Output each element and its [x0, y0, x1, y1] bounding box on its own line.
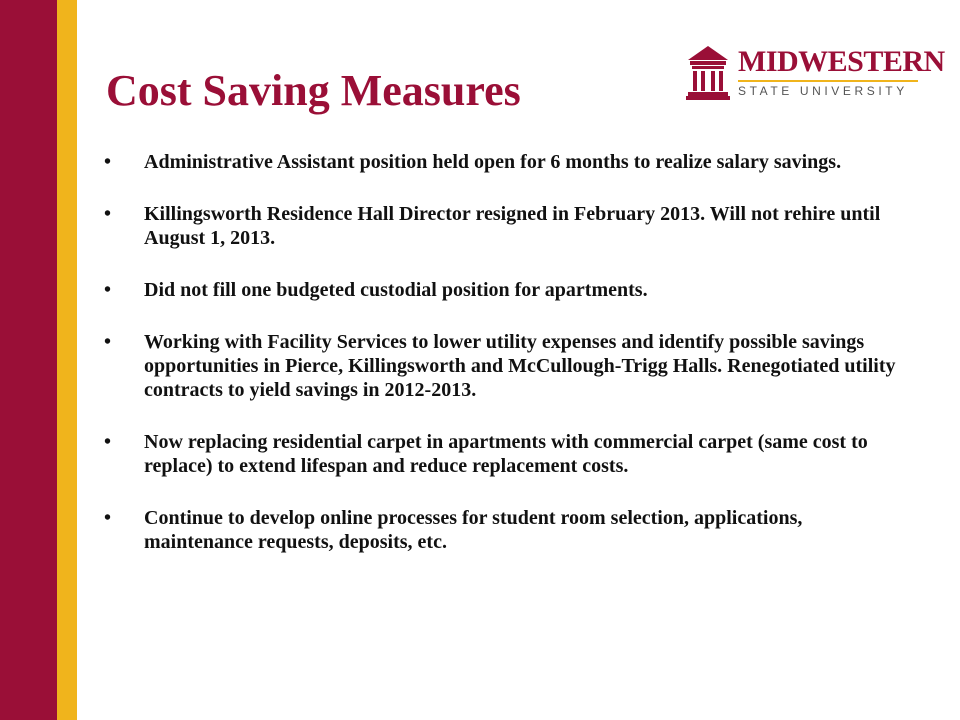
slide-title: Cost Saving Measures [106, 66, 521, 115]
bullet-item: • Killingsworth Residence Hall Director resigned in February 2013. Will not rehire until August 1, 2013. [104, 202, 904, 250]
logo-gold-rule [738, 80, 918, 82]
university-logo [684, 44, 945, 102]
building-columns-icon [684, 44, 732, 100]
logo-name: MIDWESTERN [738, 45, 945, 78]
bullet-item: • Now replacing residential carpet in apartments with commercial carpet (same cost to replace) to extend lifespan and reduce replacement costs. [104, 430, 904, 478]
bullet-item: • Administrative Assistant position held open for 6 months to realize salary savings. [104, 150, 904, 174]
gold-side-bar [57, 0, 77, 720]
bullet-item: • Working with Facility Services to lower utility expenses and identify possible savings opportunities in Pierce, Killingsworth and McCullough-Trigg Halls. Renegotiated utility contracts to yield savings in 2012-2013. [104, 330, 904, 402]
logo-subtitle: STATE UNIVERSITY [738, 84, 908, 98]
bullet-list [104, 150, 904, 582]
bullet-item: • Continue to develop online processes for student room selection, applications, maintenance requests, deposits, etc. [104, 506, 904, 554]
bullet-item: • Did not fill one budgeted custodial position for apartments. [104, 278, 904, 302]
maroon-side-bar [0, 0, 57, 720]
